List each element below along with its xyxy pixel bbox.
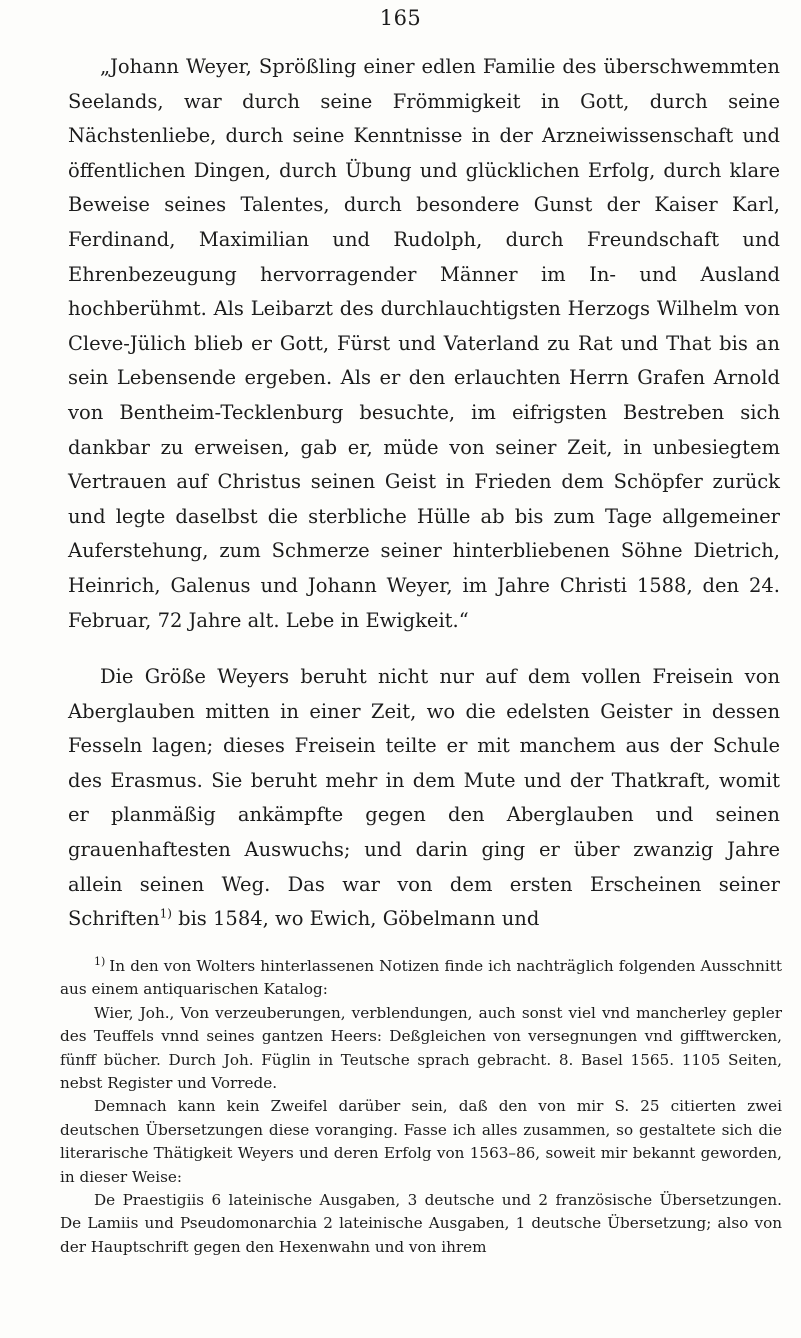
footnote-1-catalog-entry: Wier, Joh., Von verzeuberungen, verblendungen, auch sonst viel vnd mancherley gepler des Teuffels vnnd seines gantzen Heers: Deßgleichen von versegnungen vnd gifftwercken, fünff bücher. Durch Joh. Füglin in Teutsche sprach gebracht. 8. Basel 1565. 1105 Seiten, nebst Register und Vorrede. xyxy=(60,1003,782,1093)
main-text xyxy=(68,50,780,937)
footnote-1-conclusion: Demnach kann kein Zweifel darüber sein, daß den von mir S. 25 citierten zwei deutschen Übersetzungen diese voranging. Fasse ich alles zusammen, so gestaltete sich die literarische Thätigkeit Weyers und deren Erfolg von 1563–86, soweit mir bekannt geworden, in dieser Weise: xyxy=(60,1097,782,1186)
footnote-1-intro xyxy=(60,955,782,1002)
footnote-1-editions: De Praestigiis 6 lateinische Ausgaben, 3 deutsche und 2 französische Übersetzungen. De Lamiis und Pseudomonarchia 2 lateinische Ausgaben, 1 deutsche Übersetzung; also von der Hauptschrift gegen den Hexenwahn und von ihrem xyxy=(60,1191,782,1256)
page-number: 165 xyxy=(379,6,422,30)
footnote-block xyxy=(60,955,782,1259)
paragraph-greatness-end: bis 1584, wo Ewich, Göbelmann und xyxy=(171,907,540,931)
paragraph-epitaph: „Johann Weyer, Sprößling einer edlen Familie des überschwemmten Seelands, war durch seine Frömmigkeit in Gott, durch seine Nächstenliebe, durch seine Kenntnisse in der Arzneiwissenschaft und öffentlichen Dingen, durch Übung und glücklichen Erfolg, durch klare Beweise seines Talentes, durch besondere Gunst der Kaiser Karl, Ferdinand, Maximilian und Rudolph, durch Freundschaft und Ehrenbezeugung hervorragender Männer im In- und Ausland hochberühmt. Als Leibarzt des durchlauchtigsten Herzogs Wilhelm von Cleve-Jülich blieb er Gott, Fürst und Vaterland zu Rat und That bis an sein Lebensende ergeben. Als er den erlauchten Herrn Grafen Arnold von Bentheim-Tecklenburg besuchte, im eifrigsten Bestreben sich dankbar zu erweisen, gab er, müde von seiner Zeit, in unbesiegtem Vertrauen auf Christus seinen Geist in Frieden dem Schöpfer zurück und legte daselbst die sterbliche Hülle ab bis zum Tage allgemeiner Auferstehung, zum Schmerze seiner hinterbliebenen Söhne Dietrich, Heinrich, Galenus und Johann Weyer, im Jahre Christi 1588, den 24. Februar, 72 Jahre alt. Lebe in Ewigkeit.“ xyxy=(68,55,780,632)
paragraph-greatness-text: Die Größe Weyers beruht nicht nur auf dem vollen Freisein von Aberglauben mitten in einer Zeit, wo die edelsten Geister in dessen Fesseln lagen; dieses Freisein teilte er mit manchem aus der Schule des Erasmus. Sie beruht mehr in dem Mute und der Thatkraft, womit er planmäßig ankämpfte gegen den Aberglauben und seinen grauenhaftesten Auswuchs; und darin ging er über zwanzig Jahre allein seinen Weg. Das war von dem ersten Erscheinen seiner Schriften xyxy=(68,665,780,931)
footnote-reference[interactable]: 1) xyxy=(159,906,172,921)
footnote-1-intro-text: In den von Wolters hinterlassenen Notizen finde ich nachträglich folgenden Ausschnitt aus einem antiquarischen Katalog: xyxy=(60,957,782,999)
footnote-number: 1) xyxy=(94,954,106,968)
paragraph-greatness xyxy=(68,660,780,937)
